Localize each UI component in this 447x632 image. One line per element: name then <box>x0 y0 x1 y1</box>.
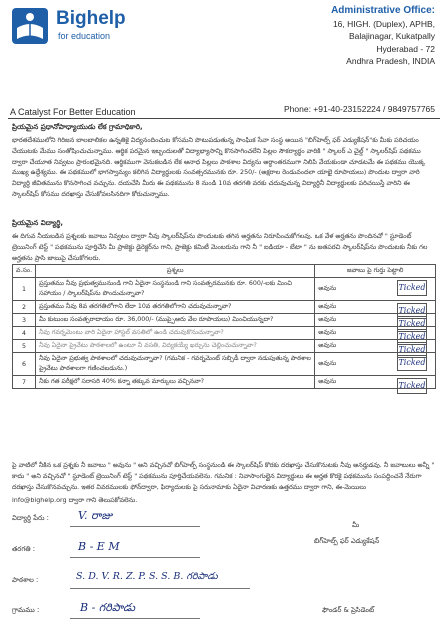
handwritten-tick[interactable]: Ticked <box>397 316 427 332</box>
row-number: 4 <box>13 327 36 340</box>
school-label: పాఠశాల : <box>12 576 39 584</box>
student-name-label: విద్యార్థి పేరు : <box>12 514 49 522</box>
student-paragraph: ఈ దిగువ నీయబడిన ప్రశ్నలకు జవాబు నివ్వటం ద్వారా నీవు స్కాలర్‌షిప్‌ను పొందుటకు తగిన అర్హతను నిరూపించుకోగలవు. ఒక వేళ అర్హతను పొందినచో " స్టూడెంట్ ట్రెయినింగ్ టెస్ట్ " పథకమును పూర్తిచేసి మీ ప్రాజెక్టు డైరెక్టర్‌ను గాని, ప్రాజెక్టు కమిటీ మెంబరును గాని నీ " ఐడియా - బేటా " ను జతపరచి స్కాలర్‌షిప్‌ను పొందుటకు నీకు గల అర్హతను ప్రాసి జాబుపై చేసుకోగలరు. <box>12 232 428 262</box>
answer-cell <box>315 278 436 301</box>
answer-cell <box>315 314 436 327</box>
founder-title: ఫౌండర్ & ప్రెసిడెంట్ <box>322 606 375 614</box>
school-underline <box>70 588 250 589</box>
table-row <box>13 278 436 301</box>
answer-yes-label: అవును <box>318 315 337 323</box>
handwritten-tick[interactable]: Ticked <box>397 378 427 394</box>
class-value[interactable]: B - E M <box>78 540 120 553</box>
row-number: 2 <box>13 301 36 314</box>
name-underline <box>70 526 200 527</box>
question-text: ప్రస్తుతము నీవు 8వ తరగతిలోగాని లేదా 10వ తరగతిలోగాని చదువుచున్నావా? <box>36 301 315 314</box>
bighelp-logo <box>12 8 48 44</box>
class-underline <box>70 557 200 558</box>
brand-subtitle: for education <box>58 31 111 41</box>
handwritten-tick[interactable]: Ticked <box>397 329 427 345</box>
answer-cell <box>315 353 436 376</box>
answer-yes-label: అవును <box>318 359 337 367</box>
org-signoff: బిగ్‌హెల్ప్ ఫర్ ఎడ్యుకేషన్ <box>314 537 380 545</box>
row-number: 3 <box>13 314 36 327</box>
brand-name: Bighelp <box>56 8 126 29</box>
tagline: A Catalyst For Better Education <box>10 107 136 117</box>
village-label: గ్రామము : <box>12 606 40 614</box>
answer-yes-label: అవును <box>318 341 337 349</box>
answer-yes-label: అవును <box>318 302 337 310</box>
class-label: తరగతి : <box>12 545 36 553</box>
table-row <box>13 376 436 389</box>
question-text: నీకు గత పరీక్షలో సరాసరి 40% కన్నా తక్కువ మార్కులు వచ్చినవా? <box>36 376 315 389</box>
table-row <box>13 353 436 376</box>
answer-yes-label: అవును <box>318 328 337 336</box>
office-title: Administrative Office: <box>331 5 435 16</box>
office-phone: Phone: +91-40-23152224 / 9849757765 <box>283 104 435 114</box>
question-text: నీవు ఏదైనా ప్రైవేటు పాఠశాలలో ఉంటూ నీ వసతి, విద్యకయ్యే ఖర్చును చెల్లించుచున్నావా? <box>36 340 315 353</box>
address-line: Hyderabad - 72 <box>376 43 435 54</box>
col-header-question: ప్రశ్నలు <box>36 265 315 278</box>
question-text: మీ కుటుంబ సంవత్సరాదాయం రూ. 36,000/- (ముప్పైఆరు వేల రూపాయలు) మించియున్నదా? <box>36 314 315 327</box>
table-row <box>13 314 436 327</box>
contact-email-line: info@bighelp.org ద్వారా గాని తెలుపకోవలెను. <box>12 496 138 504</box>
answer-cell <box>315 301 436 314</box>
office-address <box>215 4 435 67</box>
table-row <box>13 327 436 340</box>
salutation-student: ప్రియమైన విద్యార్థి, <box>12 219 64 227</box>
answer-cell <box>315 327 436 340</box>
handwritten-tick[interactable]: Ticked <box>397 355 427 371</box>
school-value[interactable]: S. D. V. R. Z. P. S. S. B. గరిపాడు <box>76 571 218 582</box>
question-text: ప్రస్తుతము నీవు ప్రభుత్వమునుండి గాని ఏదైనా సంస్థనుండి గాని సంవత్సరమునకు రూ. 600/-లకు మించి సహాయం / స్కాలర్‌షిప్‌ను పొందుచున్నావా? <box>36 278 315 301</box>
address-line: Andhra Pradesh, INDIA <box>346 55 435 66</box>
header-divider <box>8 118 440 119</box>
row-number: 5 <box>13 340 36 353</box>
eligibility-table <box>12 264 436 389</box>
student-name-value[interactable]: V. రాజు <box>78 509 112 522</box>
address-line: Balajinagar, Kukatpally <box>348 31 435 42</box>
handwritten-tick[interactable]: Ticked <box>397 303 427 319</box>
row-number: 7 <box>13 376 36 389</box>
col-header-answer: జవాబు పై గుర్తు పెట్టాలి <box>315 265 436 278</box>
question-text: నీవు గవర్నమెంటు వారి ఏదైనా హాస్టల్‌ వసతిలో ఉండి చదువుకొనుచున్నావా? <box>36 327 315 340</box>
row-number: 6 <box>13 353 36 376</box>
address-line: 16, HIGH. (Duplex), APHB, <box>332 19 435 29</box>
village-underline <box>70 618 200 619</box>
handwritten-tick[interactable]: Ticked <box>397 342 427 358</box>
village-value[interactable]: B - గరిపాడు <box>80 601 136 614</box>
row-number: 1 <box>13 278 36 301</box>
intro-paragraph: భారతదేశములోని గిరిజన బాలబాలికల ఉన్నతికై విద్యనందించుట కోసమని పొటుపడుతున్న సాంఘిక సేవా సంస్థ అయిన "బిగ్‌హెల్ప్ ఫర్ ఎడ్యుకేషన్"కు మీకు పరిచయం చేయుటకు మేము సంతోషించుచున్నాము. ఆర్థిక పరమైన ఇబ్బందులతో విద్యాభ్యాసాన్ని కొనసాగించలేని పిల్లల సౌకర్యార్థం వారికి " స్కాలర్ ఎ చైల్డ్ " స్కాలర్‌షిప్ పథకము ద్వారా చేయూత నివ్వటం ప్రారంభమైనది. ఆర్థికముగా వెనుకబడిన లేక ఆనాధ పిల్లలు పాఠశాల విద్యను అర్ధాంతరముగా నిలిపి వేయకుండా చూడటమే ఈ పథకము యొక్క ముఖ్య ఉద్దేశ్యము. ఈ పథకములో భాగస్వామ్యం కలిగిన విద్యార్థులకు సంవత్సరమునకు రూ. 250/- (అక్షరాల రెండువందలా యాభై రూపాయలు) పొందుట ద్వారా వారి విద్యార్థి జీవితమును కొనసాగించ వచ్చును. దయచేసి మీరు ఈ పథకమును 8 నుండి 10వ తరగతి వరకు చదువుచున్న విద్యార్థినీ విద్యార్థులకు పరిచయిస్తే వారిని ఈ స్కాలర్‌షిప్ కోసము దరఖాస్తు చేసుకోవలసినదిగా కోరుచున్నాము. <box>12 136 426 198</box>
question-text: నీవు ఏదైనా ప్రభుత్వ పాఠశాలలో చదువుచున్నావా? (గమనిక - గవర్నమెంట్ సబ్సిడీ ద్వారా నడుపుతున్న పాఠశాల ప్రైవేటు పాఠశాలగా గణించబడును.) <box>36 353 315 376</box>
regards-text: మీ <box>352 521 360 529</box>
answer-yes-label: అవును <box>318 284 337 292</box>
handwritten-tick[interactable]: Ticked <box>397 280 427 296</box>
instructions-paragraph: పై వాటిలో నీకిన ఒక ప్రశ్నకు నీ జవాబు " అవును " అని వచ్చినచో బిగ్‌హెల్ప్ సంస్థనుండి ఈ స్కాలర్‌షిప్ కొరకు దరఖాస్తు చేసుకొనుటకు నీవు అనర్హుడవు. నీ జవాబులు అన్నీ " కాదు " అని వచ్చినచో " స్టూడెంట్ ట్రెయినింగ్ టెస్ట్ " పథకమును పూర్తిచేయవలెను. గమనిక : నివాసాంగుల్లైన విద్యార్థులు ఈ అర్హత కొరకై పథకమును సంపద్దించనే నేరుగా దరఖాస్తు చేసుకొనవచ్చును. ఇతర వివరములకు ఫోన్‌ద్వారా, ఫిర్యాదులకు పై సరునామాకు ఏదైనా విచారణకు ఉత్తరము ద్వారా గాని, ఈ-మెయిలు <box>12 461 435 491</box>
salutation-headmaster: ప్రియమైన ప్రధానోపాధ్యాయుడు లేక గ్రామాధికారి, <box>12 123 143 131</box>
col-header-no: వ.సం. <box>13 265 36 278</box>
table-row <box>13 301 436 314</box>
table-header-row <box>13 265 436 278</box>
answer-cell <box>315 376 436 389</box>
answer-cell <box>315 340 436 353</box>
answer-yes-label: అవును <box>318 377 337 385</box>
table-row <box>13 340 436 353</box>
